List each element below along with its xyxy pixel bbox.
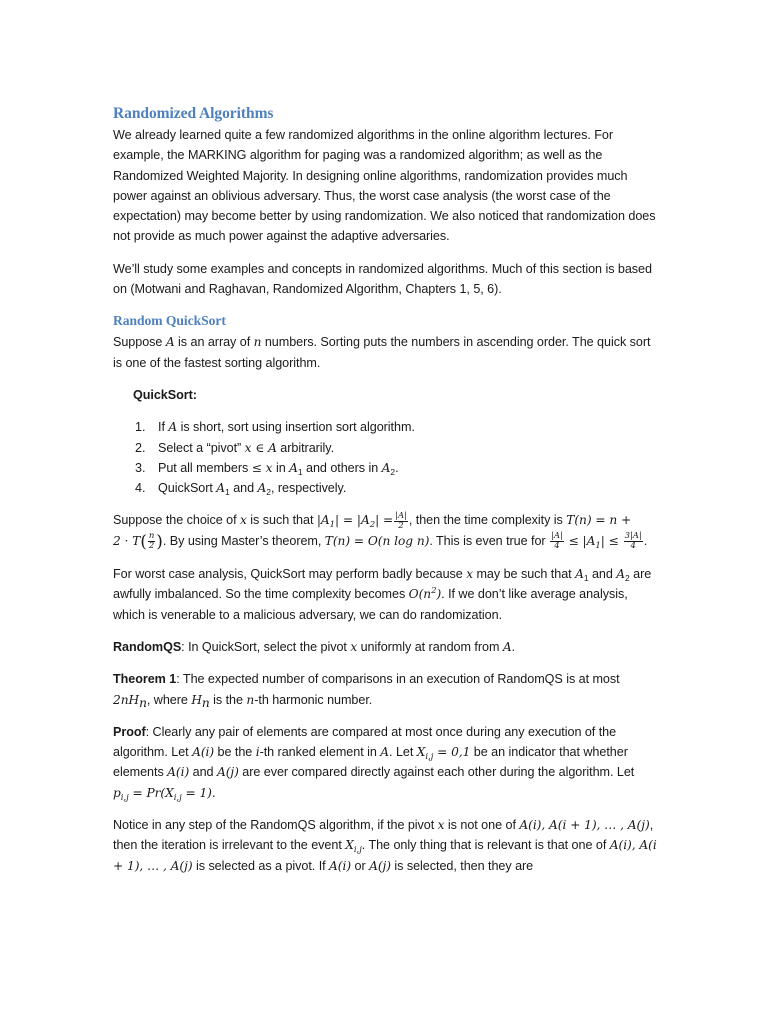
section-heading-randomized-algorithms: Randomized Algorithms [113, 105, 274, 122]
list-item: 3. Put all members ≤ x in $A_1$ and others in $A_2$. [135, 460, 399, 477]
quicksort-label: QuickSort: [133, 387, 197, 402]
paragraph-notice: Notice in any step of the RandomQS algorithm, if the pivot x is not one of A(i), A(i + 1), … , A(j), then the iteration is irrelevant to the event $X_{i,j}$. The only thing that is relevant is that one of A(i), A(i + 1), … , A(j) is selected as a pivot. If A(i) or A(j) is selected, then they are [113, 818, 657, 873]
paragraph-quicksort-intro: Suppose A is an array of n numbers. Sorting puts the numbers in ascending order. The quick sort is one of the fastest sorting algorithm. [113, 335, 651, 370]
paragraph-time-complexity: Suppose the choice of x is such that $|A_1| = |A_2|$ = $\frac{|A|}{2}$ , then the time complexity is T(n) = n + 2 · T( $\frac{n}{2}$ ). By using Master’s theorem, T(n) = O(n log n). This is even true for $\frac{|A|}{4}$ ≤ $|A_1|$ ≤ $\frac{3|A|}{4}$ . [113, 510, 648, 552]
paragraph-theorem-1: Theorem 1: The expected number of comparisons in an execution of RandomQS is at most $2nH_n$, where $H_n$ is the n-th harmonic number. [113, 672, 620, 710]
quicksort-steps-list [113, 417, 658, 498]
paragraph-worst-case: For worst case analysis, QuickSort may perform badly because x may be such that $A_1$ and $A_2$ are awfully imbalanced. So the time complexity becomes $O(n^2)$. If we don’t like average analysis, which is venerable to a malicious adversary, we can do randomization. [113, 567, 652, 622]
paragraph-references: We’ll study some examples and concepts in randomized algorithms. Much of this section is based on (Motwani and Raghavan, Randomized Algorithm, Chapters 1, 5, 6). [113, 261, 652, 297]
list-item: 2. Select a “pivot” x ∈ A arbitrarily. [135, 440, 335, 455]
list-item: 4. QuickSort $A_1$ and $A_2$, respectively. [135, 481, 347, 498]
paragraph-proof: Proof: Clearly any pair of elements are compared at most once during any execution of the algorithm. Let A(i) be the i-th ranked element in A. Let $X_{i,j} = 0,1$ be an indicator that whether elements A(i) and A(j) are ever compared directly against each other during the algorithm. Let $p_{i,j} = Pr(X_{i,j} = 1)$. [113, 724, 635, 803]
paragraph-intro: We already learned quite a few randomized algorithms in the online algorithm lectures. For example, the MARKING algorithm for paging was a randomized algorithm; as well as the Randomized Weighted Majority. In designing online algorithms, randomization provides much power against an oblivious adversary. Thus, the worst case analysis (the worst case of the expectation) may become better by using randomization. We also noticed that randomization does not provide as much power against the adaptive adversaries. [113, 128, 656, 244]
list-item: 1. If A is short, sort using insertion sort algorithm. [135, 420, 415, 435]
document-body [113, 104, 658, 888]
section-heading-random-quicksort: Random QuickSort [113, 313, 226, 329]
paragraph-randomqs: RandomQS: In QuickSort, select the pivot x uniformly at random from A. [113, 639, 516, 654]
